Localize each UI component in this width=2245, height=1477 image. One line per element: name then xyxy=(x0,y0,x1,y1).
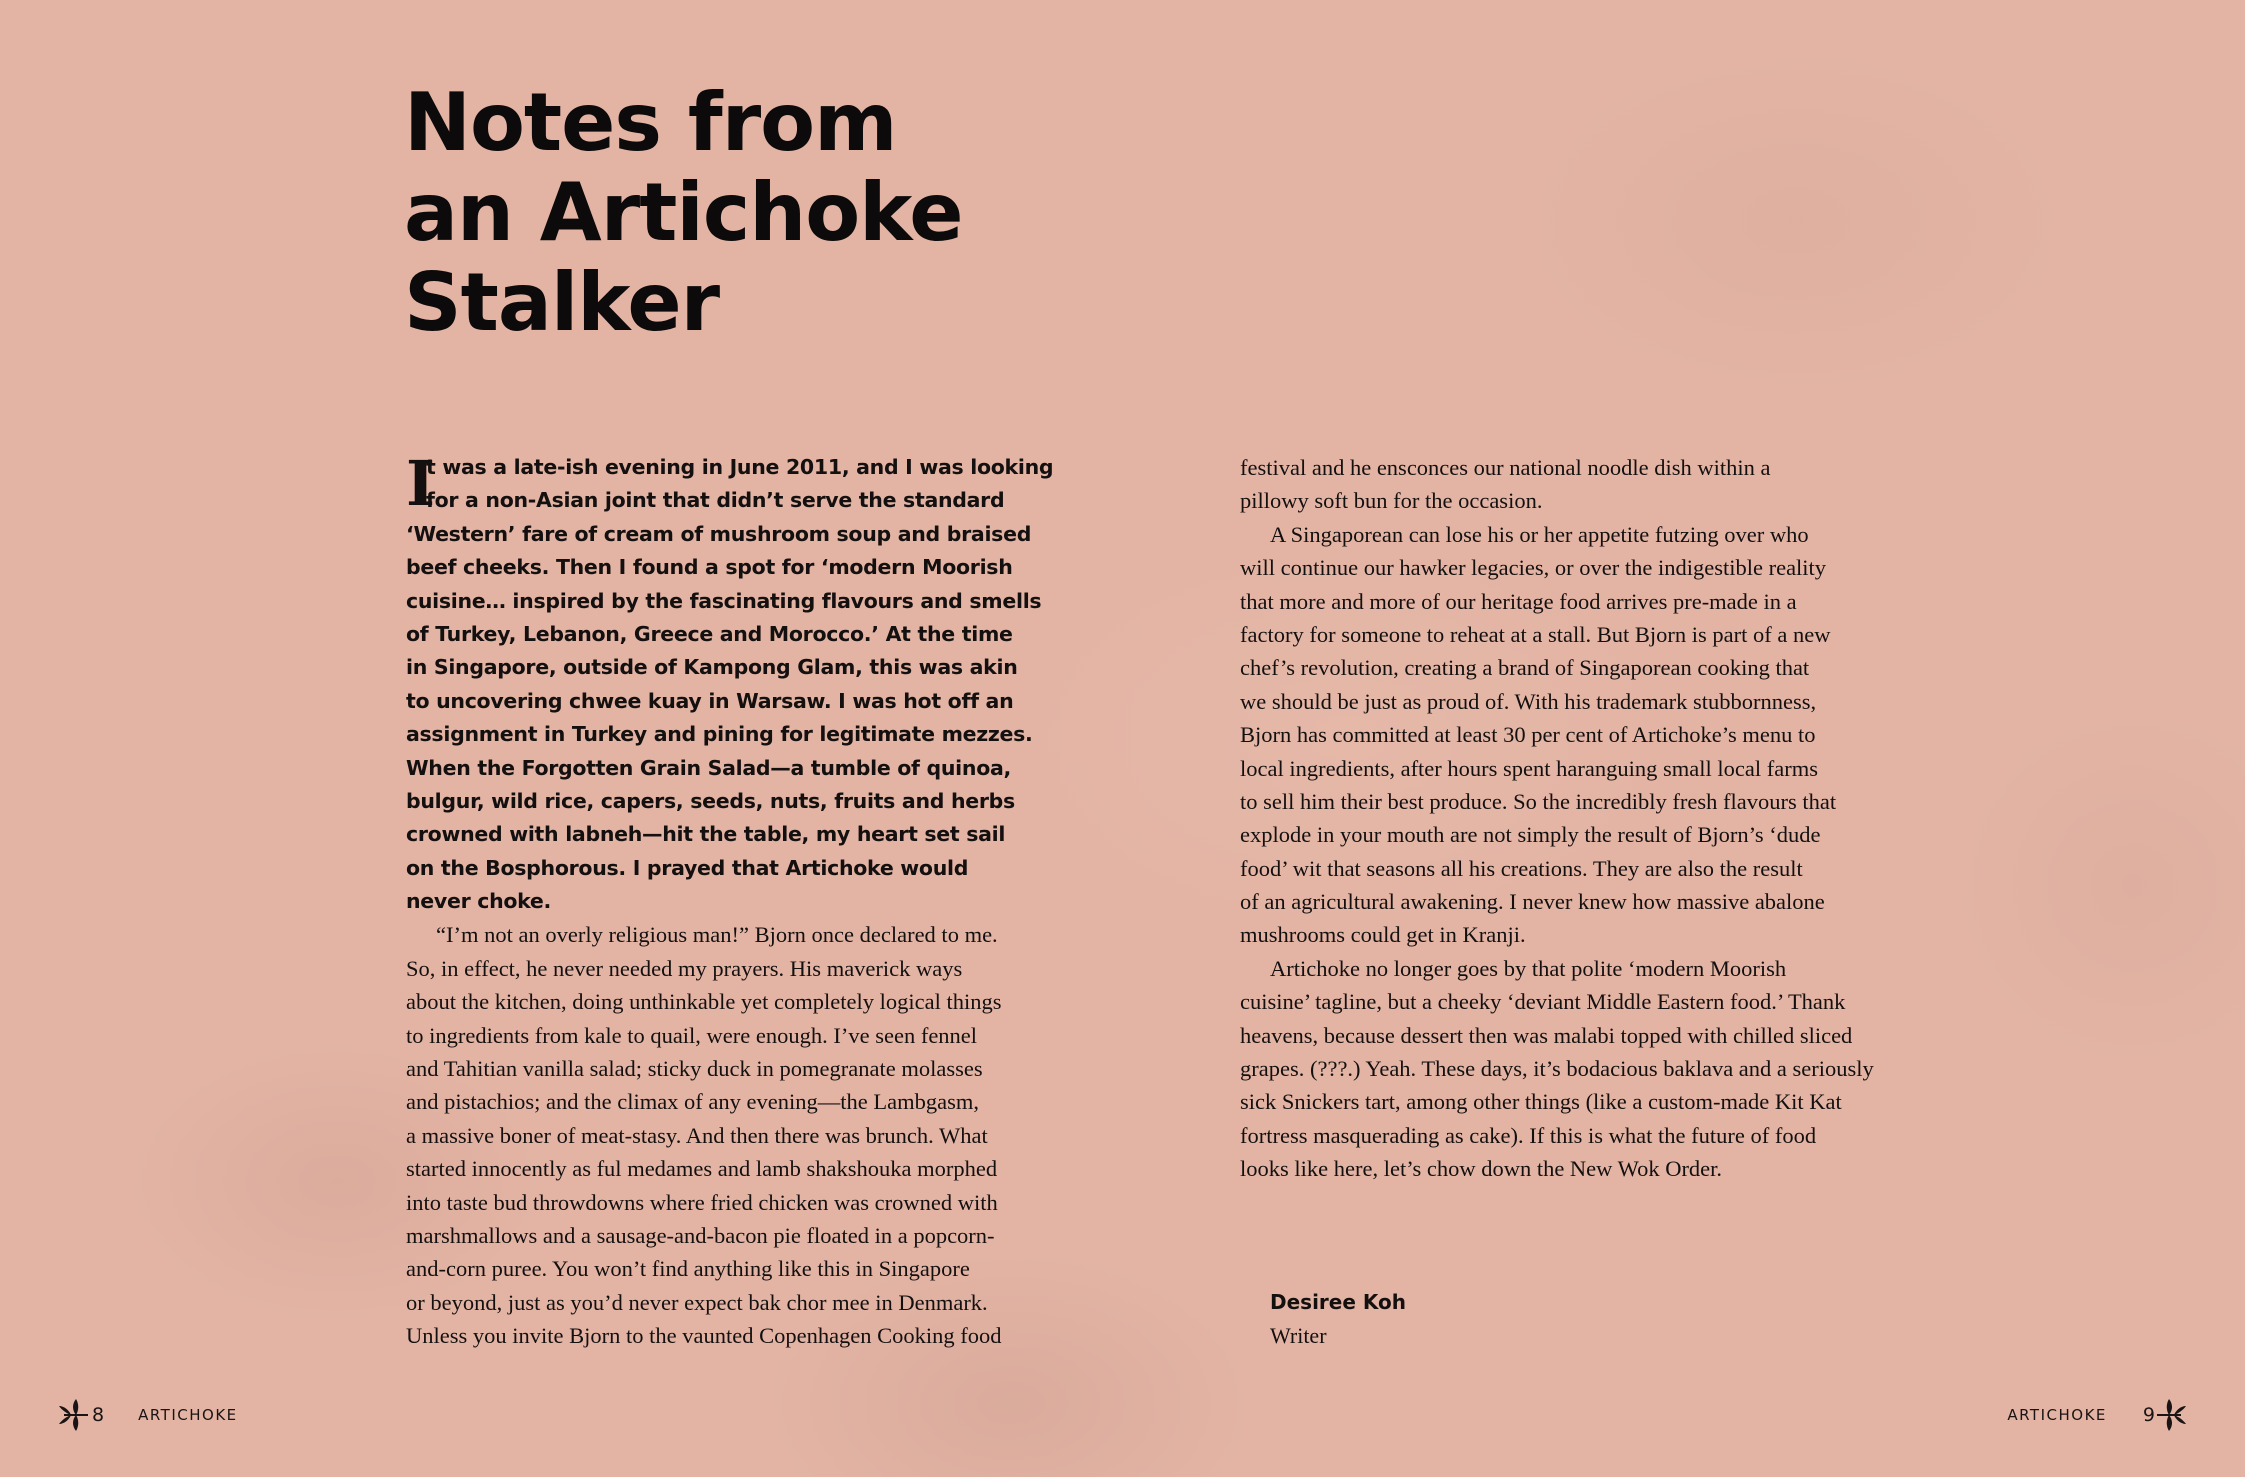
body-line: A Singaporean can lose his or her appetite futzing over who xyxy=(1270,521,1809,547)
lead-line: assignment in Turkey and pining for legitimate mezzes. xyxy=(406,722,1033,747)
lead-line: in Singapore, outside of Kampong Glam, this was akin xyxy=(406,655,1018,680)
body-line: heavens, because dessert then was malabi topped with chilled sliced xyxy=(1240,1022,1853,1048)
body-line: a massive boner of meat-stasy. And then there was brunch. What xyxy=(406,1122,988,1148)
title-line: an Artichoke xyxy=(404,166,963,259)
right-column xyxy=(1240,451,1874,1186)
page-number: 8 xyxy=(92,1404,105,1426)
body-line: factory for someone to reheat at a stall. But Bjorn is part of a new xyxy=(1240,621,1831,647)
leaf-sprig-icon xyxy=(2157,1398,2187,1432)
body-line: about the kitchen, doing unthinkable yet completely logical things xyxy=(406,989,1002,1015)
body-line: or beyond, just as you’d never expect bak chor mee in Denmark. xyxy=(406,1289,988,1315)
body-line: looks like here, let’s chow down the New Wok Order. xyxy=(1240,1156,1723,1182)
lead-line: beef cheeks. Then I found a spot for ‘modern Moorish xyxy=(406,555,1013,580)
body-line: Bjorn has committed at least 30 per cent of Artichoke’s menu to xyxy=(1240,722,1816,748)
author-name: Desiree Koh xyxy=(1270,1290,1407,1314)
page-number: 9 xyxy=(2142,1404,2155,1426)
body-line: food’ wit that seasons all his creations. They are also the result xyxy=(1240,855,1803,881)
lead-line: of Turkey, Lebanon, Greece and Morocco.’ At the time xyxy=(406,621,1013,646)
lead-line: for a non-Asian joint that didn’t serve the standard xyxy=(426,488,1005,513)
body-line: “I’m not an overly religious man!” Bjorn once declared to me. xyxy=(436,922,998,948)
title-line: Notes from xyxy=(404,76,897,169)
body-line: chef’s revolution, creating a brand of Singaporean cooking that xyxy=(1240,655,1810,681)
body-line: that more and more of our heritage food arrives pre-made in a xyxy=(1240,588,1797,614)
body-line: into taste bud throwdowns where fried chicken was crowned with xyxy=(406,1189,998,1215)
body-line: festival and he ensconces our national noodle dish within a xyxy=(1240,455,1771,480)
lead-line: on the Bosphorous. I prayed that Artichoke would xyxy=(406,855,969,880)
lead-line: crowned with labneh—hit the table, my heart set sail xyxy=(406,822,1006,847)
author-byline xyxy=(1270,1285,1406,1353)
body-line: fortress masquerading as cake). If this is what the future of food xyxy=(1240,1122,1817,1148)
body-line: pillowy soft bun for the occasion. xyxy=(1240,488,1543,514)
lead-line: When the Forgotten Grain Salad—a tumble of quinoa, xyxy=(406,755,1011,780)
body-line: Unless you invite Bjorn to the vaunted Copenhagen Cooking food xyxy=(406,1323,1002,1349)
body-line: and pistachios; and the climax of any evening—the Lambgasm, xyxy=(406,1089,979,1115)
body-line: cuisine’ tagline, but a cheeky ‘deviant Middle Eastern food.’ Thank xyxy=(1240,989,1846,1015)
body-line: we should be just as proud of. With his trademark stubbornness, xyxy=(1240,688,1817,714)
article-title xyxy=(404,78,962,348)
body-line: to sell him their best produce. So the incredibly fresh flavours that xyxy=(1240,788,1837,814)
footer-right xyxy=(2007,1398,2187,1432)
body-line: Artichoke no longer goes by that polite ‘modern Moorish xyxy=(1270,955,1787,981)
author-role: Writer xyxy=(1270,1323,1327,1348)
body-line: marshmallows and a sausage-and-bacon pie floated in a popcorn- xyxy=(406,1222,995,1248)
body-line: mushrooms could get in Kranji. xyxy=(1240,922,1526,948)
lead-line: never choke. xyxy=(406,889,552,914)
body-line: local ingredients, after hours spent haranguing small local farms xyxy=(1240,755,1818,781)
body-line: to ingredients from kale to quail, were enough. I’ve seen fennel xyxy=(406,1022,978,1048)
body-line: started innocently as ful medames and lamb shakshouka morphed xyxy=(406,1156,998,1182)
body-paragraph xyxy=(406,918,1006,1352)
body-line: will continue our hawker legacies, or over the indigestible reality xyxy=(1240,555,1827,581)
lead-line: to uncovering chwee kuay in Warsaw. I was hot off an xyxy=(406,688,1014,713)
drop-cap: I xyxy=(406,447,436,520)
lead-paragraph xyxy=(406,447,1054,918)
body-line: of an agricultural awakening. I never knew how massive abalone xyxy=(1240,889,1825,915)
body-line: So, in effect, he never needed my prayers. His maverick ways xyxy=(406,955,963,981)
body-line: explode in your mouth are not simply the result of Bjorn’s ‘dude xyxy=(1240,822,1821,848)
body-line: grapes. (???.) Yeah. These days, it’s bodacious baklava and a seriously xyxy=(1240,1056,1874,1082)
lead-line: cuisine… inspired by the fascinating flavours and smells xyxy=(406,588,1042,613)
lead-line: bulgur, wild rice, capers, seeds, nuts, fruits and herbs xyxy=(406,788,1015,813)
lead-line: ‘Western’ fare of cream of mushroom soup and braised xyxy=(406,521,1032,546)
footer-left xyxy=(58,1398,238,1432)
body-line: sick Snickers tart, among other things (like a custom-made Kit Kat xyxy=(1240,1089,1842,1115)
body-line: and-corn puree. You won’t find anything like this in Singapore xyxy=(406,1256,970,1282)
leaf-sprig-icon xyxy=(58,1398,88,1432)
left-column xyxy=(406,447,1054,1353)
running-head: ARTICHOKE xyxy=(138,1406,238,1424)
lead-line: t was a late-ish evening in June 2011, and I was looking xyxy=(426,455,1054,479)
title-line: Stalker xyxy=(404,256,720,349)
body-line: and Tahitian vanilla salad; sticky duck in pomegranate molasses xyxy=(406,1056,983,1082)
running-head: ARTICHOKE xyxy=(2007,1406,2107,1424)
